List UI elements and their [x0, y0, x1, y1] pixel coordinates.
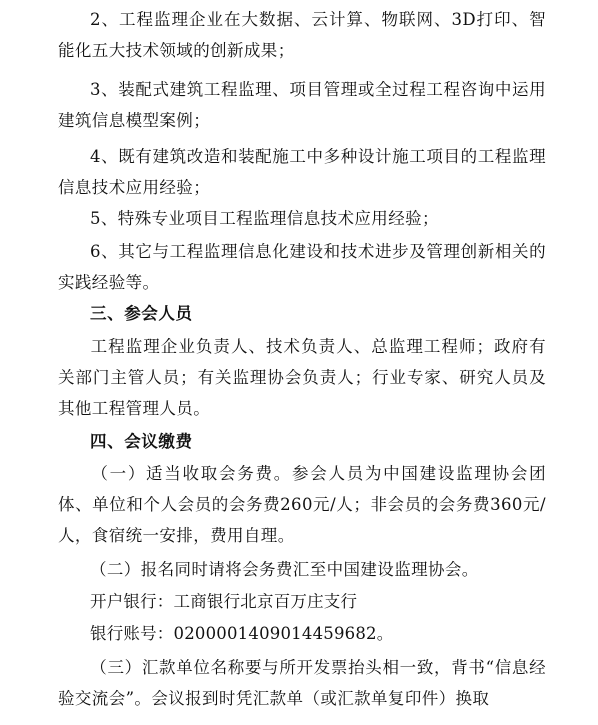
fee-paragraph-3: （三）汇款单位名称要与所开发票抬头相一致，背书“信息经验交流会”。会议报到时凭汇款单（或汇款单复印件）换取 — [58, 658, 546, 708]
list-item-3: 3、装配式建筑工程监理、项目管理或全过程工程咨询中运用建筑信息模型案例； — [58, 80, 546, 130]
section-heading-fees: 四、会议缴费 — [90, 432, 193, 451]
list-item-6: 6、其它与工程监理信息化建设和技术进步及管理创新相关的实践经验等。 — [58, 242, 546, 292]
list-item-4: 4、既有建筑改造和装配施工中多种设计施工项目的工程监理信息技术应用经验； — [58, 147, 546, 197]
attendees-paragraph: 工程监理企业负责人、技术负责人、总监理工程师；政府有关部门主管人员；有关监理协会负责人；行业专家、研究人员及其他工程管理人员。 — [58, 337, 546, 418]
list-item-5: 5、特殊专业项目工程监理信息技术应用经验； — [90, 209, 439, 228]
fee-paragraph-1: （一）适当收取会务费。参会人员为中国建设监理协会团体、单位和个人会员的会务费260元/人；非会员的会务费360元/人，食宿统一安排，费用自理。 — [58, 464, 546, 545]
bank-name-line: 开户银行：工商银行北京百万庄支行 — [90, 592, 358, 611]
list-item-2: 2、工程监理企业在大数据、云计算、物联网、3D打印、智能化五大技术领域的创新成果； — [58, 10, 546, 60]
fee-paragraph-2: （二）报名同时请将会务费汇至中国建设监理协会。 — [90, 560, 479, 579]
section-heading-attendees: 三、参会人员 — [90, 304, 193, 323]
bank-account-line: 银行账号：0200001409014459682。 — [90, 624, 394, 643]
